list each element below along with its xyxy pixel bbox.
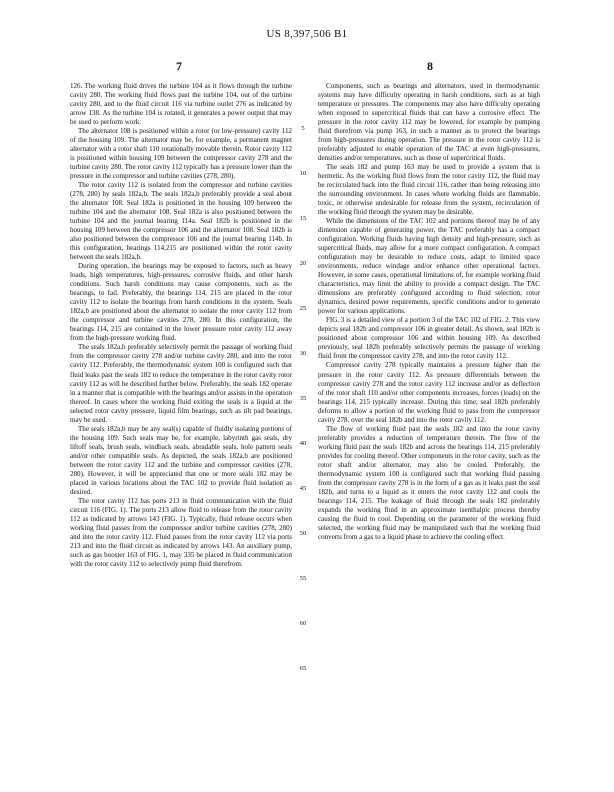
paragraph: During operation, the bearings may be exposed to factors, such as heavy loads, high temperatures, high-pressures, corrosive fluids, and other harsh conditions. Such harsh conditions may cause components, such as the bearings, to fail. Preferably, the bearings 114, 215 are placed in the rotor cavity 112 to isolate the bearings from harsh conditions in the system. Seals 182a,b are positioned about the alternator to isolate the rotor cavity 112 from the compressor and turbine cavities 278, 280. In this configuration, the bearings 114, 215 are contained in the lower pressure rotor cavity 112 away from the high-pressure working fluid. xyxy=(70,262,292,343)
paragraph: The seals 182a,b preferably selectively permit the passage of working fluid from the compressor cavity 278 and/or turbine cavity 280, and into the rotor cavity 112. Preferably, the thermodynamic system 100 is configured such that fluid leaks past the seals 182 to reduce the temperature in the rotor cavity rotor cavity 112 as will be described further below. Preferably, the seals 182 operate in a manner that is compatible with the bearings and/or assists in the operation thereof. In cases where the working fluid exiting the seals is a liquid at the selected rotor cavity pressure, liquid film bearings, such as tilt pad bearings, may be used. xyxy=(70,343,292,424)
line-number: 15 xyxy=(299,215,307,222)
right-column xyxy=(318,82,540,542)
line-number: 5 xyxy=(301,125,305,132)
paragraph: While the dimensions of the TAC 102 and portions thereof may be of any dimension capable of generating power, the TAC preferably has a compact configuration. Working fluids having high density and high-pressure, such as supercritical fluids, may allow for a more compact configuration. A compact configuration may be desirable to reduce costs, adapt to limited space environments, reduce windage and/or enhance other operational factors. However, in some cases, operational limitations of, for example working fluid characteristics, may limit the ability to provide a compact design. The TAC dimensions are preferably configured according to fluid selection, rotor dynamics, desired power requirements, specific conditions and/or to generate power for various applications. xyxy=(318,217,540,316)
line-number: 45 xyxy=(299,485,307,492)
line-number: 20 xyxy=(299,260,307,267)
line-number: 65 xyxy=(299,665,307,672)
paragraph: The seals 182a,b may be any seal(s) capable of fluidly isolating portions of the housing 109. Such seals may be, for example, labyrinth gas seals, dry liftoff seals, brush seals, windback seals, abradable seals, hole pattern seals and/or other compatible seals. As depicted, the seals 182a,b are positioned between the rotor cavity 112 and the turbine and compressor cavities (278, 280). However, it will be appreciated that one or more seals 182 may be placed in various locations about the TAC 102 to provide fluid isolation as desired. xyxy=(70,424,292,496)
paragraph: Compressor cavity 278 typically maintains a pressure higher than the pressure in the rotor cavity 112. As pressure differentials between the compressor cavity 278 and the rotor cavity 112 increase and/or as deflection of the rotor shaft 110 and/or other components increases, forces (loads) on the bearings 114, 215 typically increase. During this time, seal 182b preferably deforms to allow a portion of the working fluid to pass from the compressor cavity 278, over the seal 182b and into the rotor cavity 112. xyxy=(318,361,540,424)
paragraph: The rotor cavity 112 has ports 213 in fluid communication with the fluid circuit 116 (FIG. 1). The ports 213 allow fluid to release from the rotor cavity 112 as indicated by arrows 143 (FIG. 1). Typically, fluid release occurs when working fluid passes from the compressor and/or turbine cavities (278, 280) and into the rotor cavity 112. Fluid passes from the rotor cavity 112 via ports 213 and into the fluid circuit as indicated by arrows 143. An auxiliary pump, such as gas booster 163 of FIG. 1, may 335 be placed in fluid communication with the rotor cavity 112 to selectively pump fluid therefrom. xyxy=(70,496,292,568)
right-column-number: 8 xyxy=(427,59,433,73)
line-number: 25 xyxy=(299,305,307,312)
line-number: 55 xyxy=(299,575,307,582)
paragraph: The flow of working fluid past the seals 182 and into the rotor cavity preferably provides a reduction of temperature therein. The flow of the working fluid past the seals 182b and across the bearings 114, 215 preferably provides for cooling thereof. Other components in the rotor cavity, such as the rotor shaft and/or alternator, may also be cooled. Preferably, the thermodynamic system 100 is configured such that working fluid passing from the compressor cavity 278 is in the form of a gas as it leaks past the seal 182b, and turns to a liquid as it enters the rotor cavity 112 and cools the bearings 114, 215. The leakage of fluid through the seals 182 preferably expands the working fluid in an approximate isenthalpic process thereby causing the fluid to cool. Depending on the parameter of the working fluid selected, the working fluid may be manipulated such that the working fluid converts from a gas to a liquid phase to achieve the cooling effect. xyxy=(318,424,540,541)
paragraph: The seals 182 and pump 163 may be used to provide a system that is hermetic. As the working fluid flows from the rotor cavity 112, the fluid may be recirculated back into the fluid circuit 116, rather than being releasing into the surrounding environment. In cases where working fluids are flammable, toxic, or otherwise undesirable for release from the system, recirculation of the working fluid through the system may be desirable. xyxy=(318,163,540,217)
paragraph: Components, such as bearings and alternators, used in thermodynamic systems may have difficulty operating in harsh conditions, such as at high temperature or pressures. The components may also have difficulty operating when exposed to supercritical fluids that can have a corrosive effect. The pressure in the rotor cavity 112 may be lowered, for example by pumping fluid therefrom via pump 163, in such a manner as to protect the bearings from high-pressures during operation. The pressure in the rotor cavity 112 is preferably adjusted to enable operation of the TAC at even high-pressures, densities and/or temperatures, such as those of supercritical fluids. xyxy=(318,82,540,163)
line-number: 35 xyxy=(299,395,307,402)
paragraph: The alternator 108 is positioned within a rotor (or low-pressure) cavity 112 of the housing 109. The alternator may be, for example, a permanent magnet alternator with a rotor shaft 110 rotationally movable therein. Rotor cavity 112 is positioned within housing 109 between the compressor cavity 278 and the turbine cavity 280. The rotor cavity 112 typically has a pressure lower than the pressure in the compressor and turbine cavities (278, 280). xyxy=(70,127,292,181)
paragraph: The rotor cavity 112 is isolated from the compressor and turbine cavities (278, 280) by seals 182a,b. The seals 182a,b preferably provide a seal about the alternator 108. Seal 182a is positioned in the housing 109 between the turbine 104 and the alternator 108. Seal 182a is also positioned between the turbine 104 and the journal bearing 114a. Seal 182b is positioned in the housing 109 between the compressor 106 and the alternator 108. Seal 182b is also positioned between the compressor 106 and the journal bearing 114b. In this configuration, bearings 114,215 are positioned within the rotor cavity between the seals 182a,b. xyxy=(70,181,292,262)
paragraph: FIG. 3 is a detailed view of a portion 3 of the TAC 102 of FIG. 2. This view depicts seal 182b and compressor 106 in greater detail. As shown, seal 182b is positioned about compressor 106 and within housing 109. As described previously, seal 182b preferably selectively permits the passage of working fluid from the compressor cavity 278, and into the rotor cavity 112. xyxy=(318,316,540,361)
line-number: 30 xyxy=(299,350,307,357)
left-column-number: 7 xyxy=(176,59,182,73)
paragraph: 126. The working fluid drives the turbine 104 as it flows through the turbine cavity 280. The working fluid flows past the turbine 104, out of the turbine cavity 280, and to the fluid circuit 116 via turbine outlet 276 as indicated by arrow 138. As the turbine 104 is rotated, it generates a power output that may be used to perform work. xyxy=(70,82,292,127)
line-number: 10 xyxy=(299,170,307,177)
page-header: US 8,397,506 B1 xyxy=(266,28,348,40)
line-number: 60 xyxy=(299,620,307,627)
left-column xyxy=(70,82,292,569)
line-number: 40 xyxy=(299,440,307,447)
line-number: 50 xyxy=(299,530,307,537)
